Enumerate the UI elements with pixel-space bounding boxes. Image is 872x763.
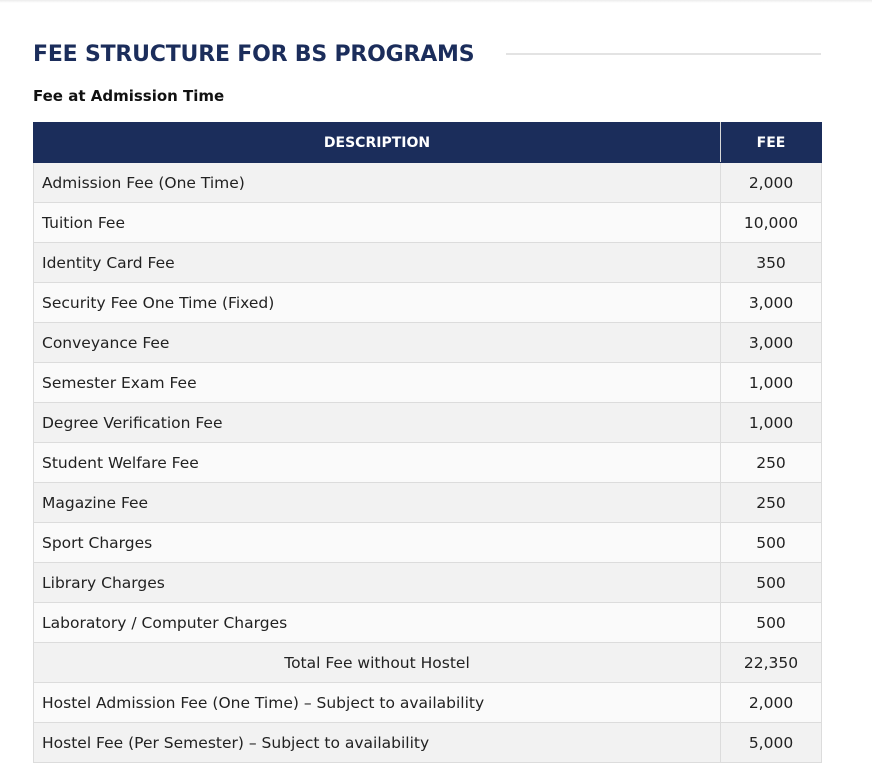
row-fee: 2,000 [721,163,822,203]
row-description: Semester Exam Fee [34,363,721,403]
row-fee: 250 [721,483,822,523]
total-row [34,643,822,683]
table-row [34,483,822,523]
table-row [34,603,822,643]
table-row [34,163,822,203]
row-description: Conveyance Fee [34,323,721,363]
top-shadow [0,0,872,3]
row-fee: 500 [721,563,822,603]
total-label: Total Fee without Hostel [34,643,721,683]
column-header-description: DESCRIPTION [34,123,721,163]
column-header-fee: FEE [721,123,822,163]
table-row [34,443,822,483]
row-description: Laboratory / Computer Charges [34,603,721,643]
row-fee: 10,000 [721,203,822,243]
table-header-row [34,123,822,163]
row-fee: 3,000 [721,323,822,363]
row-description: Hostel Fee (Per Semester) – Subject to availability [34,723,721,763]
row-fee: 3,000 [721,283,822,323]
row-fee: 250 [721,443,822,483]
row-description: Security Fee One Time (Fixed) [34,283,721,323]
table-row [34,243,822,283]
table-row [34,563,822,603]
table-row [34,723,822,763]
row-description: Tuition Fee [34,203,721,243]
row-fee: 2,000 [721,683,822,723]
row-description: Identity Card Fee [34,243,721,283]
table-row [34,683,822,723]
total-fee: 22,350 [721,643,822,683]
row-fee: 5,000 [721,723,822,763]
table-row [34,203,822,243]
table-row [34,323,822,363]
heading-row [33,38,821,70]
heading-divider [506,53,821,55]
table-row [34,403,822,443]
row-fee: 350 [721,243,822,283]
row-fee: 1,000 [721,363,822,403]
row-fee: 500 [721,603,822,643]
table-row [34,523,822,563]
row-description: Student Welfare Fee [34,443,721,483]
fee-table [33,122,822,763]
row-description: Hostel Admission Fee (One Time) – Subject to availability [34,683,721,723]
row-fee: 500 [721,523,822,563]
row-description: Library Charges [34,563,721,603]
section-subtitle: Fee at Admission Time [33,87,225,105]
row-description: Admission Fee (One Time) [34,163,721,203]
page-title: FEE STRUCTURE FOR BS PROGRAMS [33,41,475,67]
table-row [34,283,822,323]
table-row [34,363,822,403]
row-description: Magazine Fee [34,483,721,523]
row-description: Degree Verification Fee [34,403,721,443]
row-fee: 1,000 [721,403,822,443]
row-description: Sport Charges [34,523,721,563]
